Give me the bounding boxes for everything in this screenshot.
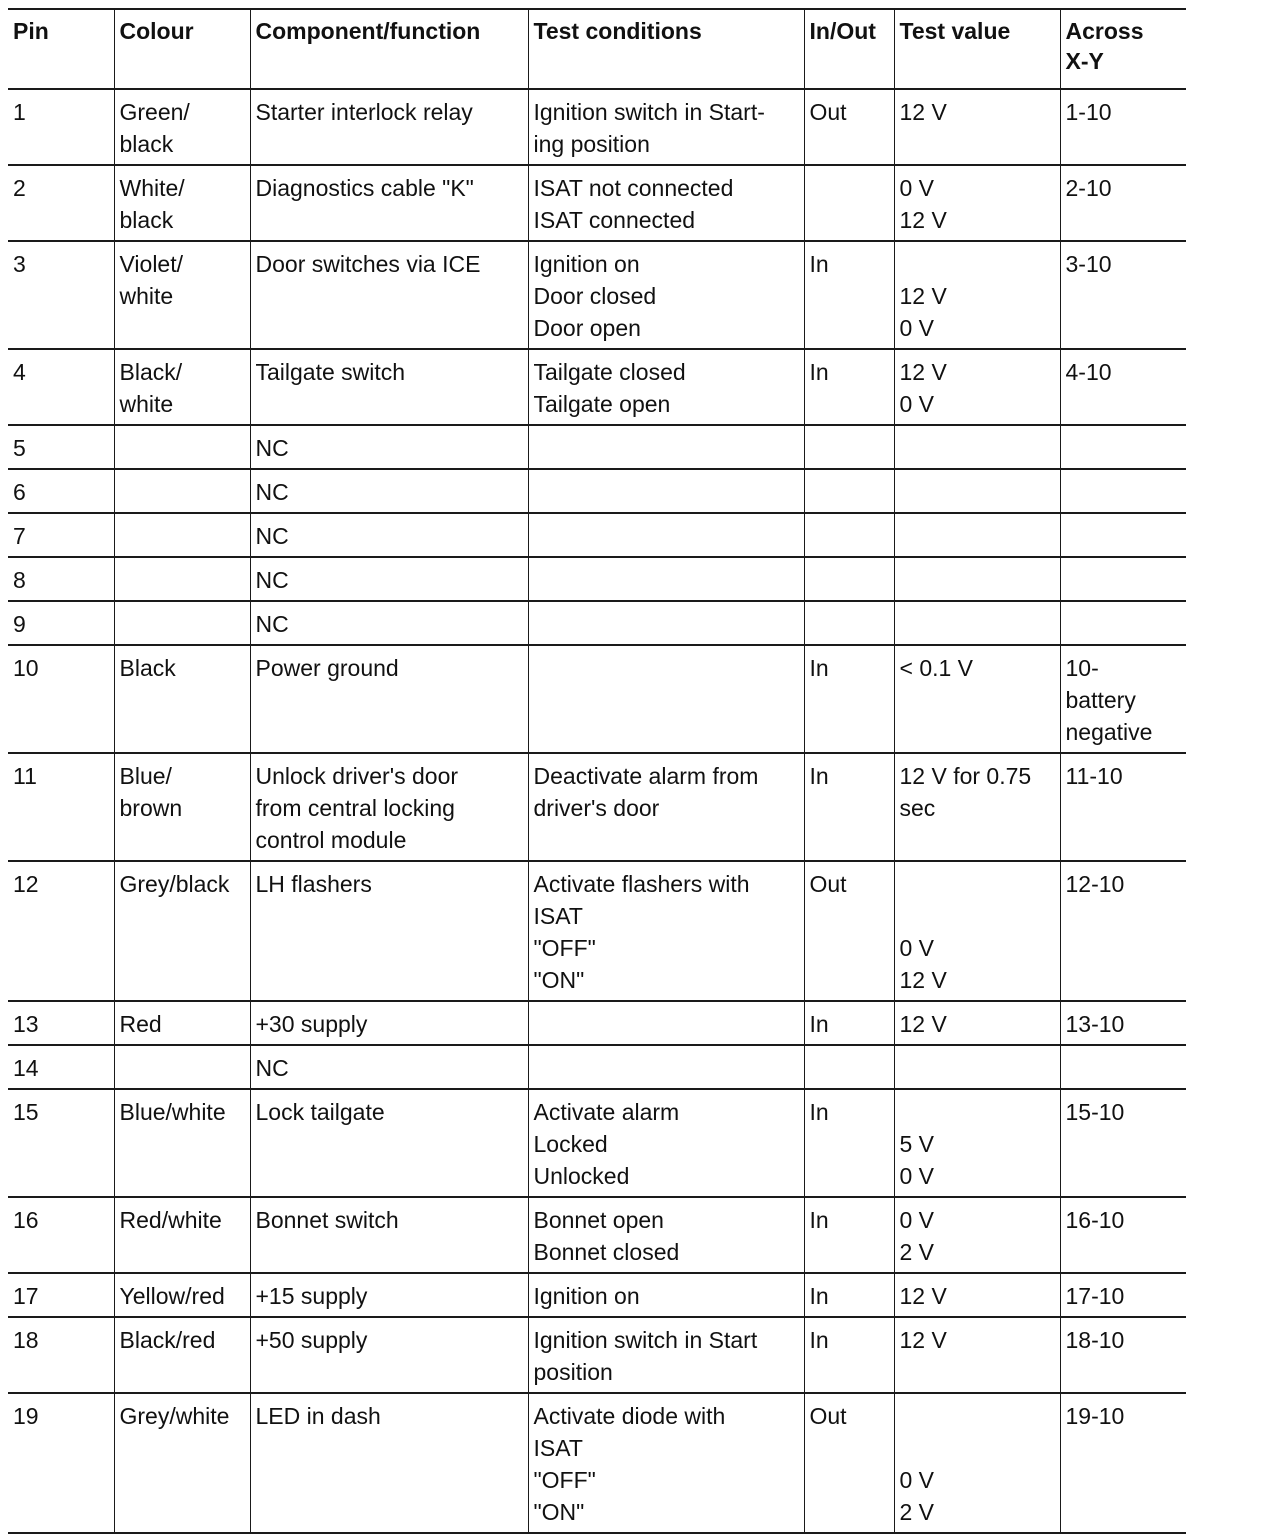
cell-in-out: In — [804, 753, 894, 861]
cell-across-x-y — [1060, 469, 1186, 513]
cell-across-x-y: 13-10 — [1060, 1001, 1186, 1045]
cell-colour: Black/ white — [114, 349, 250, 425]
cell-component-function: Power ground — [250, 645, 528, 753]
cell-component-function: NC — [250, 601, 528, 645]
cell-test-value — [894, 425, 1060, 469]
cell-component-function: Starter interlock relay — [250, 89, 528, 165]
cell-colour: Violet/ white — [114, 241, 250, 349]
cell-test-conditions — [528, 557, 804, 601]
table-row — [8, 513, 1186, 557]
cell-test-conditions — [528, 1001, 804, 1045]
cell-component-function: Unlock driver's door from central locking control module — [250, 753, 528, 861]
cell-colour: White/ black — [114, 165, 250, 241]
cell-test-value: 12 V for 0.75 sec — [894, 753, 1060, 861]
cell-component-function: LED in dash — [250, 1393, 528, 1533]
header-pin: Pin — [8, 9, 114, 89]
cell-test-value: 12 V — [894, 1273, 1060, 1317]
header-test-value: Test value — [894, 9, 1060, 89]
cell-in-out: In — [804, 1001, 894, 1045]
cell-test-value: 0 V 2 V — [894, 1197, 1060, 1273]
cell-across-x-y: 4-10 — [1060, 349, 1186, 425]
cell-in-out — [804, 557, 894, 601]
cell-component-function: Bonnet switch — [250, 1197, 528, 1273]
cell-across-x-y: 2-10 — [1060, 165, 1186, 241]
cell-in-out: In — [804, 241, 894, 349]
cell-test-conditions: Deactivate alarm from driver's door — [528, 753, 804, 861]
cell-across-x-y — [1060, 601, 1186, 645]
cell-across-x-y: 10- battery negative — [1060, 645, 1186, 753]
cell-component-function: NC — [250, 425, 528, 469]
cell-pin: 16 — [8, 1197, 114, 1273]
cell-test-value: 0 V 12 V — [894, 165, 1060, 241]
cell-pin: 6 — [8, 469, 114, 513]
cell-colour — [114, 601, 250, 645]
cell-component-function: +30 supply — [250, 1001, 528, 1045]
cell-test-value — [894, 1045, 1060, 1089]
cell-component-function: NC — [250, 557, 528, 601]
table-row — [8, 425, 1186, 469]
cell-test-conditions: Ignition switch in Start- ing position — [528, 89, 804, 165]
cell-in-out: Out — [804, 89, 894, 165]
cell-in-out: In — [804, 1317, 894, 1393]
table-row — [8, 601, 1186, 645]
table-row — [8, 753, 1186, 861]
cell-pin: 1 — [8, 89, 114, 165]
cell-across-x-y — [1060, 425, 1186, 469]
cell-colour — [114, 557, 250, 601]
table-row — [8, 557, 1186, 601]
cell-test-value: 12 V — [894, 1317, 1060, 1393]
cell-component-function: +50 supply — [250, 1317, 528, 1393]
cell-pin: 19 — [8, 1393, 114, 1533]
cell-colour — [114, 1045, 250, 1089]
cell-pin: 4 — [8, 349, 114, 425]
cell-pin: 2 — [8, 165, 114, 241]
cell-across-x-y — [1060, 513, 1186, 557]
cell-test-conditions — [528, 1045, 804, 1089]
cell-across-x-y: 18-10 — [1060, 1317, 1186, 1393]
cell-test-value: 12 V — [894, 89, 1060, 165]
cell-pin: 18 — [8, 1317, 114, 1393]
cell-pin: 9 — [8, 601, 114, 645]
cell-test-conditions: Ignition on Door closed Door open — [528, 241, 804, 349]
cell-pin: 13 — [8, 1001, 114, 1045]
cell-component-function: NC — [250, 513, 528, 557]
cell-test-value — [894, 513, 1060, 557]
cell-colour: Black/red — [114, 1317, 250, 1393]
cell-test-conditions: Ignition switch in Start position — [528, 1317, 804, 1393]
cell-in-out — [804, 469, 894, 513]
cell-across-x-y — [1060, 557, 1186, 601]
cell-in-out — [804, 601, 894, 645]
cell-test-conditions: Ignition on — [528, 1273, 804, 1317]
cell-test-conditions — [528, 469, 804, 513]
table-row — [8, 645, 1186, 753]
cell-in-out: In — [804, 349, 894, 425]
cell-test-value: 0 V 2 V — [894, 1393, 1060, 1533]
cell-colour — [114, 469, 250, 513]
cell-component-function: LH flashers — [250, 861, 528, 1001]
table-row — [8, 1089, 1186, 1197]
table-row — [8, 469, 1186, 513]
cell-component-function: Tailgate switch — [250, 349, 528, 425]
table-row — [8, 1393, 1186, 1533]
cell-test-conditions: ISAT not connected ISAT connected — [528, 165, 804, 241]
table-row — [8, 1001, 1186, 1045]
cell-colour: Black — [114, 645, 250, 753]
cell-colour: Grey/white — [114, 1393, 250, 1533]
header-in-out: In/Out — [804, 9, 894, 89]
cell-across-x-y: 12-10 — [1060, 861, 1186, 1001]
cell-across-x-y — [1060, 1045, 1186, 1089]
cell-across-x-y: 16-10 — [1060, 1197, 1186, 1273]
cell-colour: Red — [114, 1001, 250, 1045]
cell-across-x-y: 15-10 — [1060, 1089, 1186, 1197]
cell-colour — [114, 513, 250, 557]
cell-in-out: Out — [804, 1393, 894, 1533]
cell-colour: Grey/black — [114, 861, 250, 1001]
cell-test-conditions: Activate flashers with ISAT "OFF" "ON" — [528, 861, 804, 1001]
cell-test-value — [894, 601, 1060, 645]
cell-colour: Red/white — [114, 1197, 250, 1273]
cell-colour — [114, 425, 250, 469]
cell-pin: 12 — [8, 861, 114, 1001]
cell-pin: 11 — [8, 753, 114, 861]
cell-across-x-y: 19-10 — [1060, 1393, 1186, 1533]
cell-across-x-y: 3-10 — [1060, 241, 1186, 349]
cell-in-out — [804, 425, 894, 469]
header-across-x-y: Across X-Y — [1060, 9, 1186, 89]
table-row — [8, 1273, 1186, 1317]
cell-across-x-y: 17-10 — [1060, 1273, 1186, 1317]
table-row — [8, 349, 1186, 425]
cell-colour: Green/ black — [114, 89, 250, 165]
cell-test-value: < 0.1 V — [894, 645, 1060, 753]
cell-pin: 15 — [8, 1089, 114, 1197]
table-row — [8, 1045, 1186, 1089]
cell-pin: 17 — [8, 1273, 114, 1317]
cell-test-conditions — [528, 513, 804, 557]
cell-test-value: 12 V 0 V — [894, 349, 1060, 425]
cell-in-out: In — [804, 1197, 894, 1273]
cell-component-function: Diagnostics cable "K" — [250, 165, 528, 241]
cell-pin: 10 — [8, 645, 114, 753]
cell-test-conditions: Tailgate closed Tailgate open — [528, 349, 804, 425]
cell-test-conditions: Bonnet open Bonnet closed — [528, 1197, 804, 1273]
cell-pin: 5 — [8, 425, 114, 469]
header-colour: Colour — [114, 9, 250, 89]
pin-assignment-table — [8, 8, 1186, 1534]
cell-in-out — [804, 1045, 894, 1089]
cell-in-out: Out — [804, 861, 894, 1001]
cell-test-value: 12 V 0 V — [894, 241, 1060, 349]
cell-in-out: In — [804, 1273, 894, 1317]
table-row — [8, 1197, 1186, 1273]
cell-test-conditions: Activate alarm Locked Unlocked — [528, 1089, 804, 1197]
header-component-function: Component/function — [250, 9, 528, 89]
cell-test-conditions — [528, 601, 804, 645]
table-row — [8, 1317, 1186, 1393]
cell-test-conditions — [528, 425, 804, 469]
pin-table-sheet — [8, 8, 1186, 1534]
cell-in-out — [804, 165, 894, 241]
cell-colour: Blue/ brown — [114, 753, 250, 861]
cell-component-function: NC — [250, 469, 528, 513]
cell-pin: 8 — [8, 557, 114, 601]
cell-colour: Yellow/red — [114, 1273, 250, 1317]
table-row — [8, 89, 1186, 165]
cell-in-out — [804, 513, 894, 557]
cell-across-x-y: 11-10 — [1060, 753, 1186, 861]
cell-component-function: +15 supply — [250, 1273, 528, 1317]
cell-test-value — [894, 557, 1060, 601]
cell-test-value: 12 V — [894, 1001, 1060, 1045]
cell-test-conditions: Activate diode with ISAT "OFF" "ON" — [528, 1393, 804, 1533]
cell-test-value: 5 V 0 V — [894, 1089, 1060, 1197]
table-body — [8, 89, 1186, 1533]
cell-test-conditions — [528, 645, 804, 753]
cell-test-value — [894, 469, 1060, 513]
table-row — [8, 861, 1186, 1001]
cell-pin: 14 — [8, 1045, 114, 1089]
cell-colour: Blue/white — [114, 1089, 250, 1197]
cell-in-out: In — [804, 645, 894, 753]
table-row — [8, 165, 1186, 241]
cell-component-function: Lock tailgate — [250, 1089, 528, 1197]
cell-component-function: Door switches via ICE — [250, 241, 528, 349]
cell-across-x-y: 1-10 — [1060, 89, 1186, 165]
cell-component-function: NC — [250, 1045, 528, 1089]
table-header-row — [8, 9, 1186, 89]
cell-in-out: In — [804, 1089, 894, 1197]
cell-pin: 3 — [8, 241, 114, 349]
cell-pin: 7 — [8, 513, 114, 557]
header-test-conditions: Test conditions — [528, 9, 804, 89]
cell-test-value: 0 V 12 V — [894, 861, 1060, 1001]
table-row — [8, 241, 1186, 349]
